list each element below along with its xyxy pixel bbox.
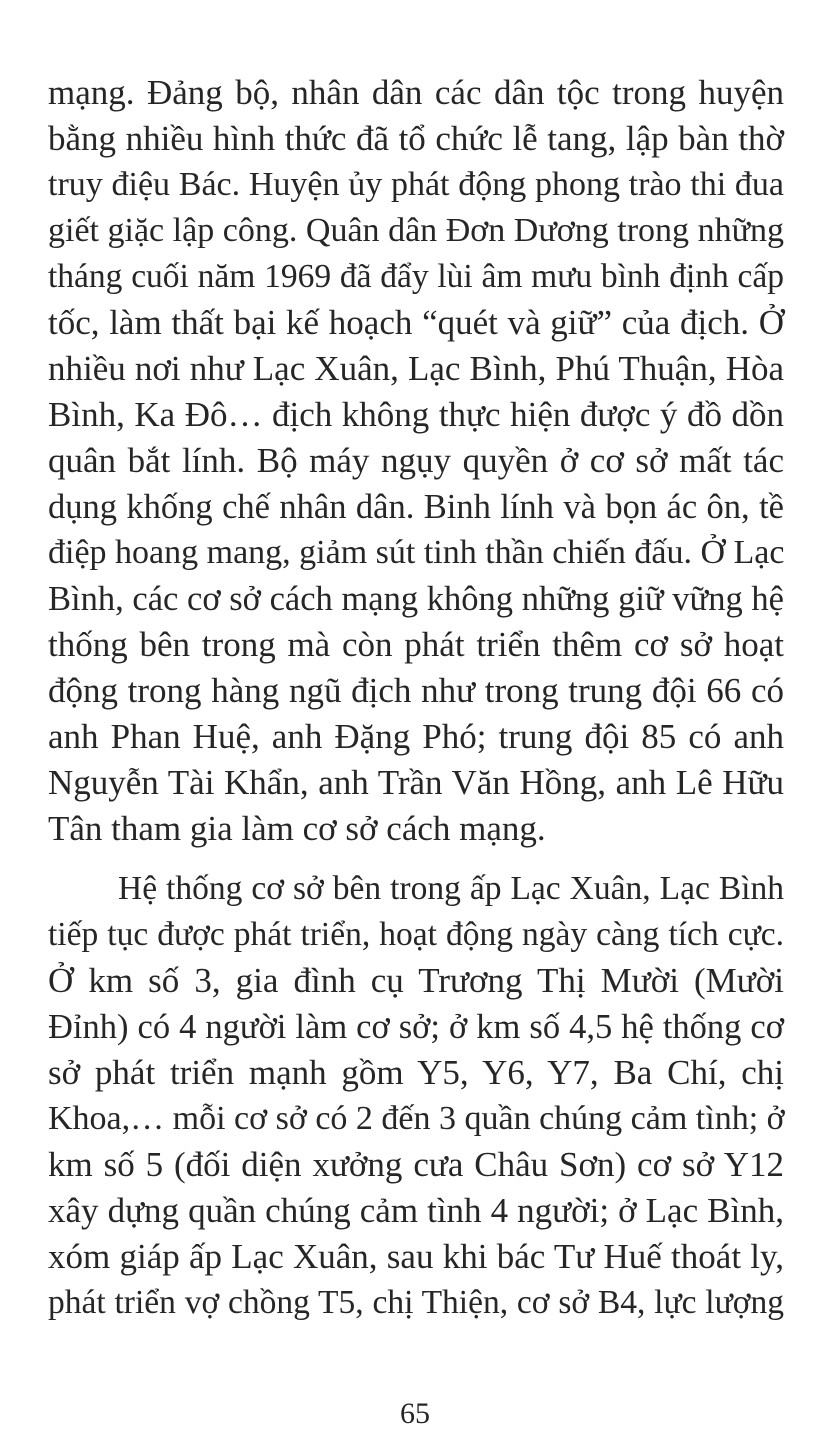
paragraph-1-line: tốc, làm thất bại kế hoạch “quét và giữ” của địch. Ở <box>48 303 784 342</box>
paragraph-2-line: Khoa,… mỗi cơ sở có 2 đến 3 quần chúng cảm tình; ở <box>48 1100 785 1137</box>
paragraph-1-line: Tân tham gia làm cơ sở cách mạng. <box>48 809 546 848</box>
paragraph-2-line: km số 5 (đối diện xưởng cưa Châu Sơn) cơ sở Y12 <box>48 1145 784 1184</box>
paragraph-2-line: phát triển vợ chồng T5, chị Thiện, cơ sở B4, lực lượng <box>48 1284 784 1321</box>
paragraph-1-line: Bình, các cơ sở cách mạng không những giữ vững hệ <box>48 580 784 618</box>
paragraph-2-line: xây dựng quần chúng cảm tình 4 người; ở Lạc Bình, <box>48 1191 784 1230</box>
paragraph-1-line: giết giặc lập công. Quân dân Đơn Dương trong những <box>48 212 784 249</box>
paragraph-1-line: truy điệu Bác. Huyện ủy phát động phong trào thi đua <box>48 166 784 203</box>
paragraph-2-line: Ở km số 3, gia đình cụ Trương Thị Mười (Mười <box>48 961 784 1000</box>
paragraph-1-line: bằng nhiều hình thức đã tổ chức lễ tang, lập bàn thờ <box>48 119 784 158</box>
paragraph-1-line: điệp hoang mang, giảm sút tinh thần chiến đấu. Ở Lạc <box>48 534 785 571</box>
paragraph-1-line: mạng. Đảng bộ, nhân dân các dân tộc trong huyện <box>48 73 784 112</box>
paragraph-1-line: động trong hàng ngũ địch như trong trung đội 66 có <box>48 671 784 710</box>
paragraph-1-line: Bình, Ka Đô… địch không thực hiện được ý đồ dồn <box>48 395 784 434</box>
paragraph-1-line: anh Phan Huệ, anh Đặng Phó; trung đội 85 có anh <box>48 717 784 756</box>
paragraph-1-line: thống bên trong mà còn phát triển thêm cơ sở hoạt <box>48 625 784 664</box>
paragraph-2-line: Đỉnh) có 4 người làm cơ sở; ở km số 4,5 hệ thống cơ <box>48 1008 784 1046</box>
paragraph-1-line: quân bắt lính. Bộ máy ngụy quyền ở cơ sở mất tác <box>48 441 784 480</box>
page-number: 65 <box>400 1397 430 1430</box>
paragraph-1-line: tháng cuối năm 1969 đã đẩy lùi âm mưu bình định cấp <box>48 258 784 295</box>
paragraph-1-line: Nguyễn Tài Khẩn, anh Trần Văn Hồng, anh Lê Hữu <box>48 763 784 802</box>
paragraph-2-line: Hệ thống cơ sở bên trong ấp Lạc Xuân, Lạc Bình <box>118 870 784 907</box>
paragraph-2-line: sở phát triển mạnh gồm Y5, Y6, Y7, Ba Chí, chị <box>48 1053 784 1092</box>
paragraph-1-line: dụng khống chế nhân dân. Binh lính và bọn ác ôn, tề <box>48 488 784 526</box>
paragraph-1-line: nhiều nơi như Lạc Xuân, Lạc Bình, Phú Thuận, Hòa <box>48 349 784 388</box>
paragraph-2-line: xóm giáp ấp Lạc Xuân, sau khi bác Tư Huế thoát ly, <box>48 1237 784 1276</box>
paragraph-2-line: tiếp tục được phát triển, hoạt động ngày càng tích cực. <box>48 916 784 953</box>
